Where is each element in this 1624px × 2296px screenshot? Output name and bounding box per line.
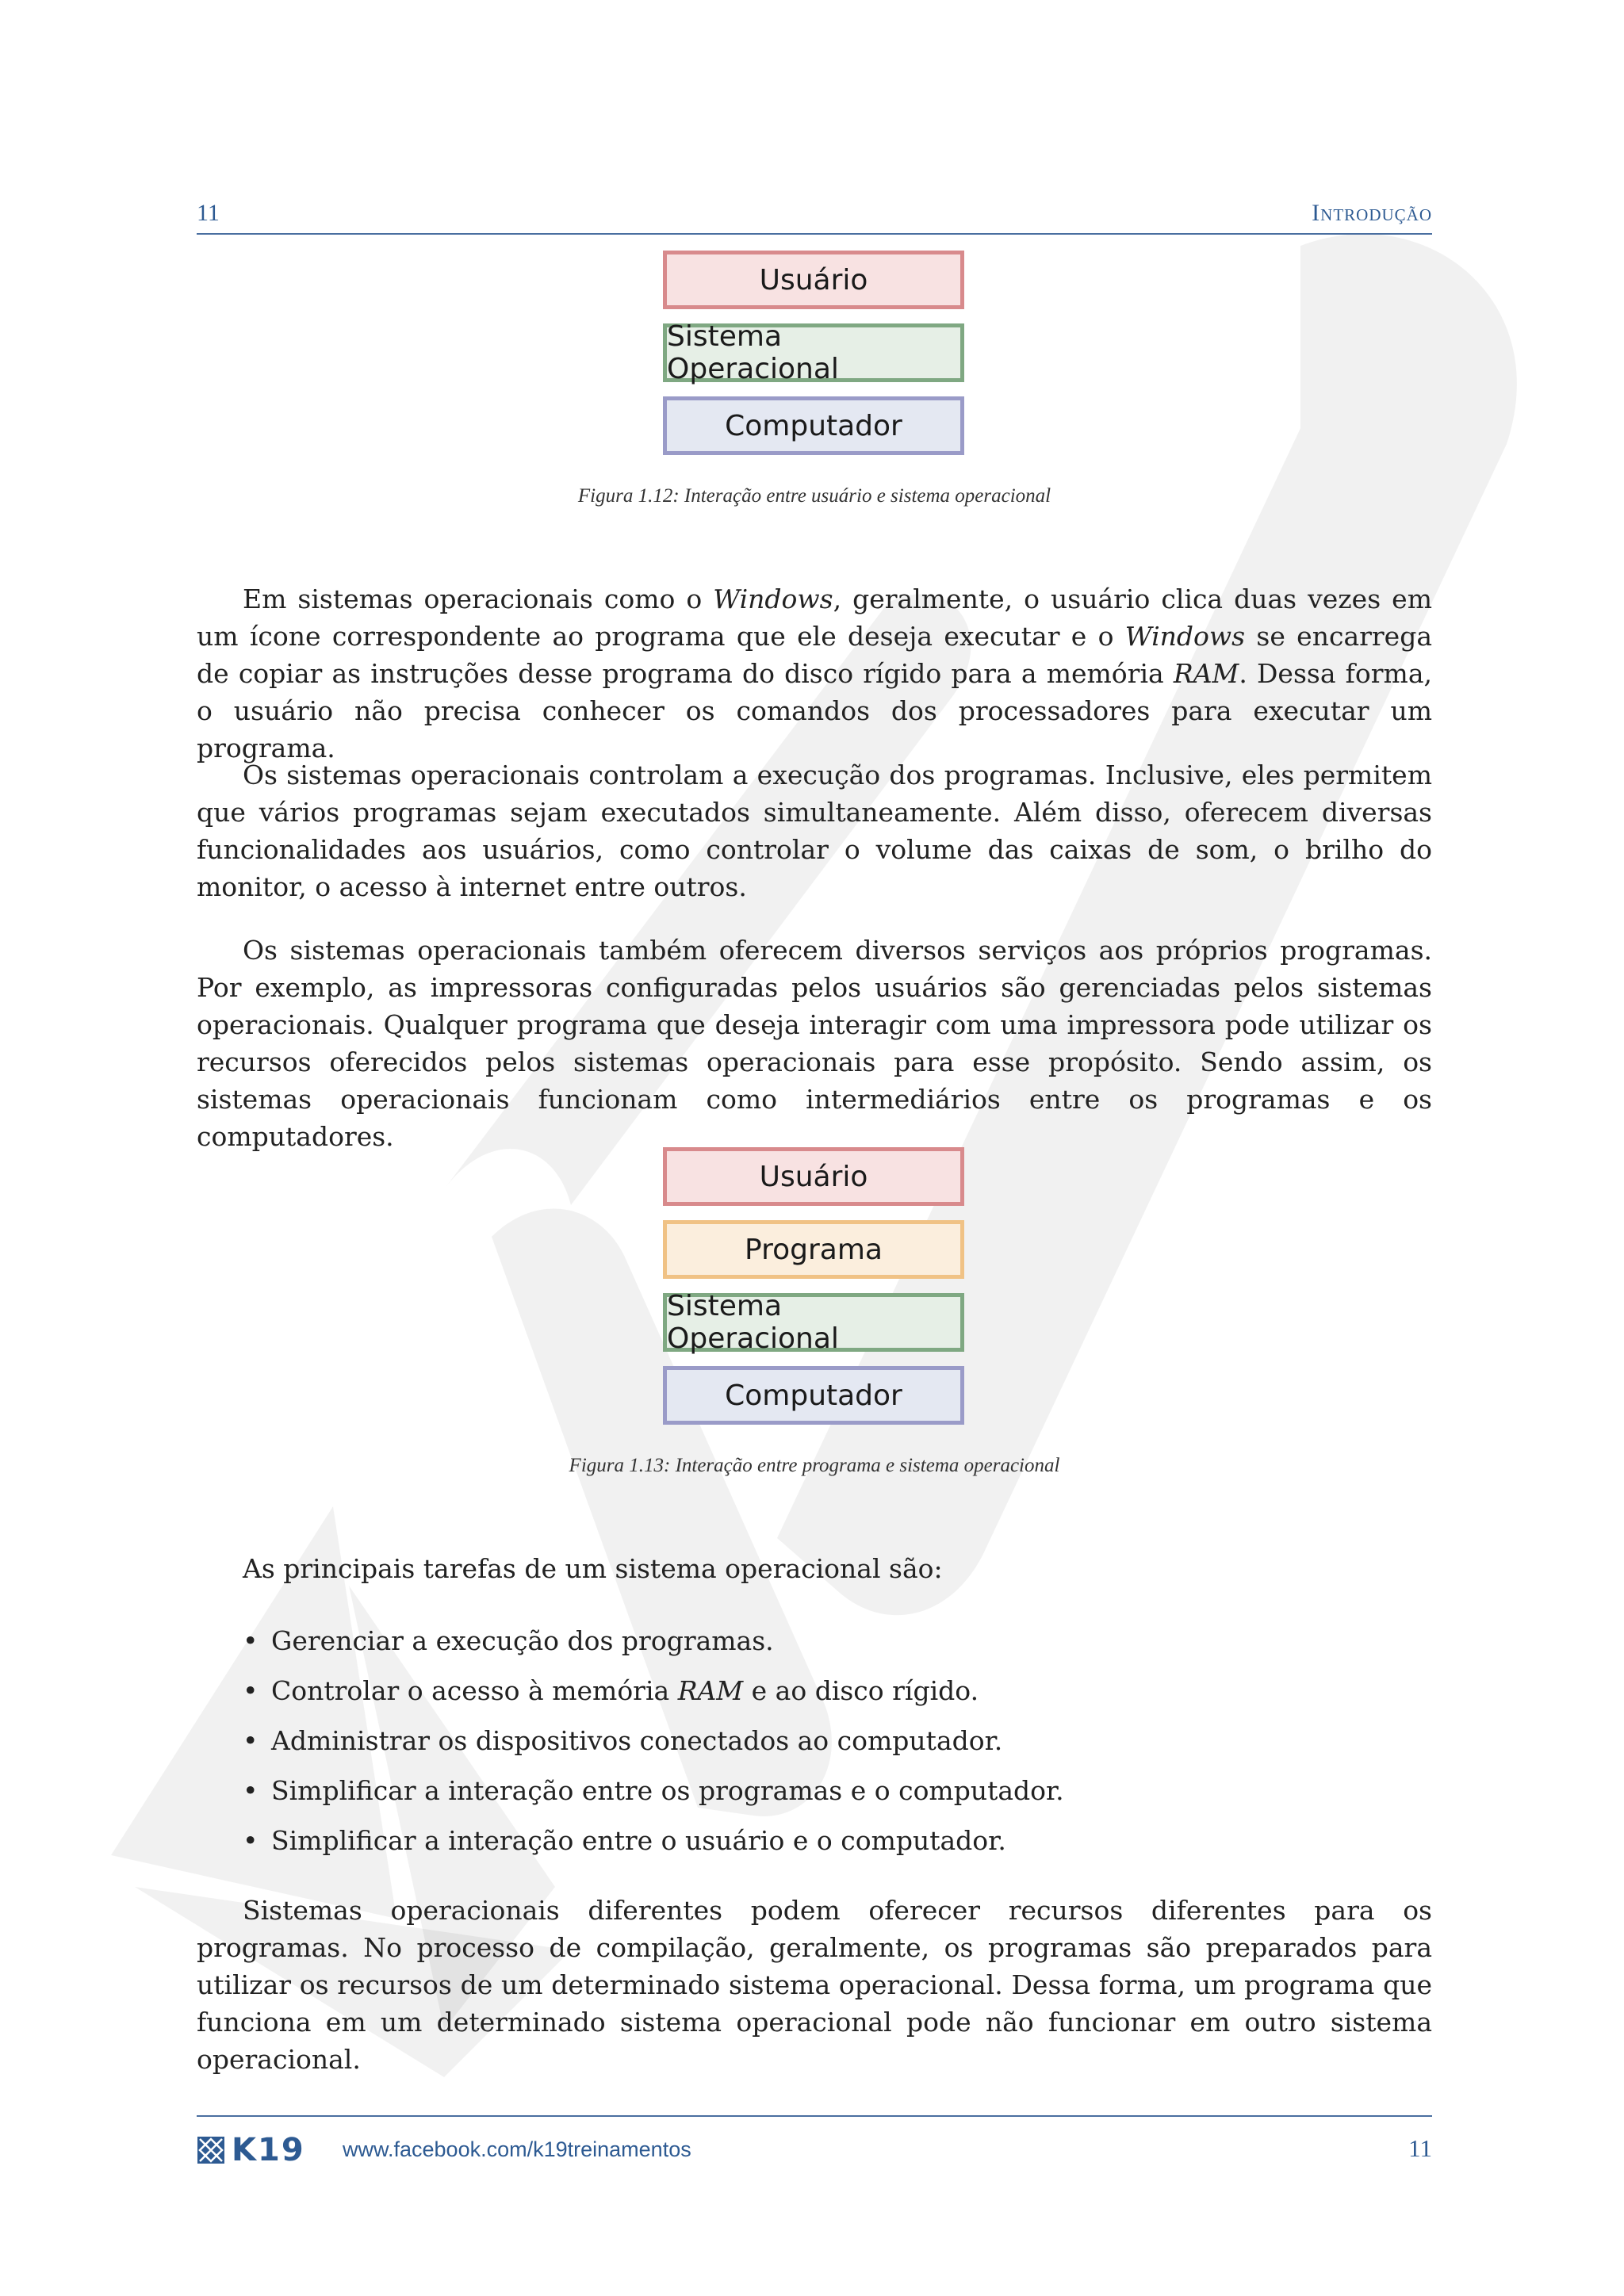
italic-term: RAM — [677, 1675, 744, 1706]
bullet-icon: • — [243, 1775, 259, 1806]
list-item — [243, 1666, 1353, 1716]
paragraph-1: Em sistemas operacionais como o Windows, geralmente, o usuário clica duas vezes em um ícone correspondente ao programa que ele deseja executar e o Windows se encarrega de copiar as instruções desse programa do disco rígido para a memória RAM. Dessa forma, o usuário não precisa conhecer os comandos dos processadores para executar um programa. — [197, 584, 1432, 763]
figure-1-13-caption: Figura 1.13: Interação entre programa e sistema operacional — [569, 1455, 1060, 1476]
list-item-text: Administrar os dispositivos conectados ao computador. — [271, 1725, 1003, 1756]
figure-1-13-diagram — [663, 1147, 964, 1439]
paragraph-4: As principais tarefas de um sistema operacional são: — [243, 1553, 943, 1584]
page-header — [197, 198, 1432, 235]
bullet-icon: • — [243, 1725, 259, 1756]
diagram-box-computer: Computador — [663, 396, 964, 455]
figure-1-12-caption: Figura 1.12: Interação entre usuário e sistema operacional — [577, 485, 1051, 507]
paragraph-2: Os sistemas operacionais controlam a execução dos programas. Inclusive, eles permitem que vários programas sejam executados simultaneamente. Além disso, oferecem diversas funcionalidades aos usuários, como controlar o volume das caixas de som, o brilho do monitor, o acesso à internet entre outros. — [197, 760, 1432, 902]
italic-term: RAM — [1173, 658, 1239, 689]
paragraph-3: Os sistemas operacionais também oferecem diversos serviços aos próprios programas. Por exemplo, as impressoras configuradas pelos usuários são gerenciadas pelos sistemas operacionais. Qualquer programa que deseja interagir com uma impressora pode utilizar os recursos oferecidos pelos sistemas operacionais para esse propósito. Sendo assim, os sistemas operacionais funcionam como intermediários entre os programas e os computadores. — [197, 935, 1432, 1152]
bullet-icon: • — [243, 1625, 259, 1656]
page-footer — [197, 2115, 1432, 2172]
paragraph-5: Sistemas operacionais diferentes podem oferecer recursos diferentes para os programas. No processo de compilação, geralmente, os programas são preparados para utilizar os recursos de um determinado sistema operacional. Dessa forma, um programa que funciona em um determinado sistema operacional pode não funcionar em outro sistema operacional. — [197, 1895, 1432, 2075]
list-item — [243, 1816, 1353, 1866]
diagram-box-program: Programa — [663, 1220, 964, 1279]
list-item-text: Controlar o acesso à memória RAM e ao disco rígido. — [271, 1675, 979, 1706]
italic-term: Windows — [1124, 621, 1246, 652]
diagram-box-user: Usuário — [663, 251, 964, 309]
footer-page-number: 11 — [1408, 2134, 1432, 2162]
diagram-box-os: Sistema Operacional — [663, 1293, 964, 1352]
task-list — [243, 1616, 1353, 1866]
bullet-icon: • — [243, 1825, 259, 1856]
figure-1-12-diagram — [663, 251, 964, 469]
list-item-text: Simplificar a interação entre o usuário e o computador. — [271, 1825, 1006, 1856]
logo-text: K19 — [232, 2132, 305, 2168]
list-item-text: Gerenciar a execução dos programas. — [271, 1625, 774, 1656]
k19-logo-icon — [197, 2136, 225, 2164]
diagram-box-user: Usuário — [663, 1147, 964, 1206]
bullet-icon: • — [243, 1675, 259, 1706]
header-chapter-title: Introdução — [1312, 200, 1432, 226]
italic-term: Windows — [713, 584, 833, 614]
list-item — [243, 1616, 1353, 1666]
diagram-box-os: Sistema Operacional — [663, 323, 964, 382]
diagram-box-computer: Computador — [663, 1366, 964, 1425]
list-item — [243, 1766, 1353, 1816]
header-page-number: 11 — [197, 200, 220, 226]
k19-logo — [197, 2134, 305, 2166]
list-item-text: Simplificar a interação entre os programas e o computador. — [271, 1775, 1064, 1806]
footer-facebook-link[interactable]: www.facebook.com/k19treinamentos — [343, 2137, 691, 2161]
list-item — [243, 1716, 1353, 1766]
